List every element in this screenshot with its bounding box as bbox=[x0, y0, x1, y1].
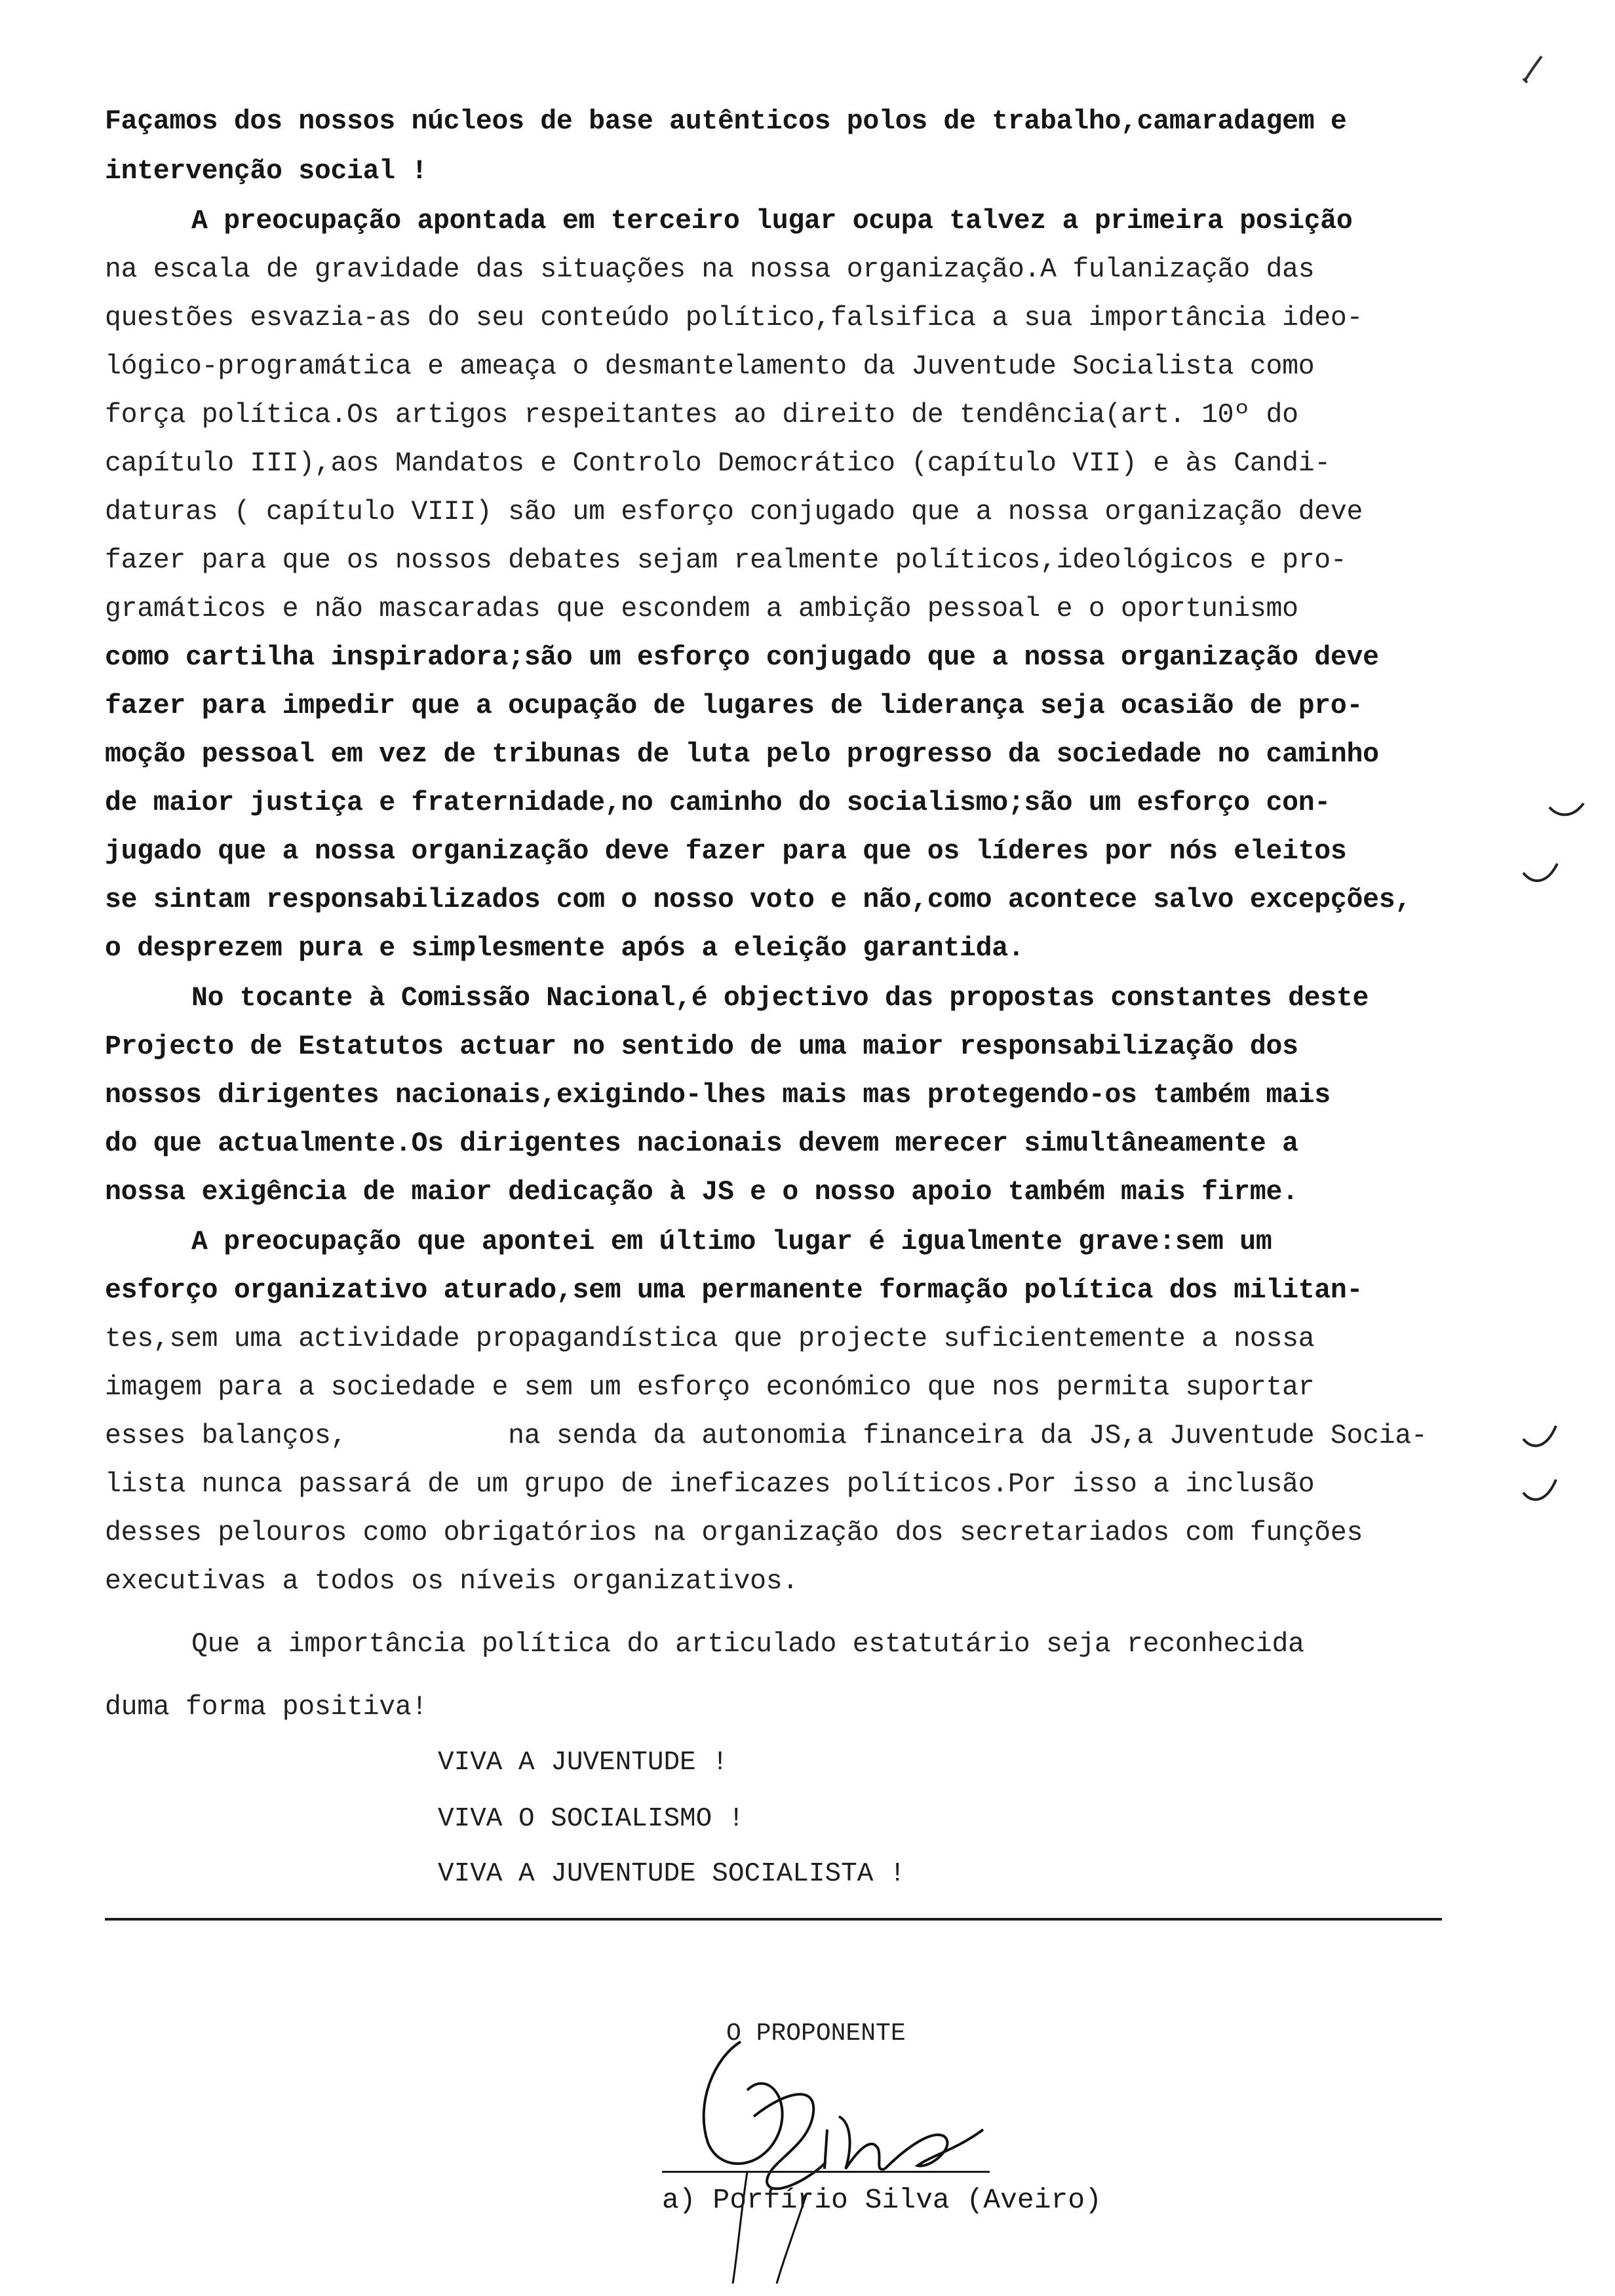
body-line-9: daturas ( capítulo VIII) são um esforço conjugado que a nossa organização deve bbox=[105, 497, 1363, 527]
body-line-6: lógico-programática e ameaça o desmantelamento da Juventude Socialista como bbox=[105, 351, 1315, 382]
body-line-2: intervenção social ! bbox=[105, 156, 428, 187]
handwritten-signature bbox=[655, 2018, 1022, 2287]
body-line-17: se sintam responsabilizados com o nosso voto e não,como acontece salvo excepções, bbox=[105, 885, 1411, 915]
slogan-viva-socialismo: VIVA O SOCIALISMO ! bbox=[438, 1804, 745, 1834]
margin-arc-mark bbox=[1547, 798, 1586, 824]
body-line-22: do que actualmente.Os dirigentes nacionais devem merecer simultâneamente a bbox=[105, 1128, 1298, 1159]
body-line-29: lista nunca passará de um grupo de ineficazes políticos.Por isso a inclusão bbox=[105, 1469, 1315, 1500]
body-line-8: capítulo III),aos Mandatos e Controlo Democrático (capítulo VII) e às Candi- bbox=[105, 448, 1331, 479]
body-line-16: jugado que a nossa organização deve fazer para que os líderes por nós eleitos bbox=[105, 836, 1347, 867]
body-line-1: Façamos dos nossos núcleos de base autênticos polos de trabalho,camaradagem e bbox=[105, 106, 1347, 137]
body-line-7: força política.Os artigos respeitantes ao direito de tendência(art. 10º do bbox=[105, 400, 1298, 430]
body-line-12: como cartilha inspiradora;são um esforço conjugado que a nossa organização deve bbox=[105, 642, 1379, 673]
body-line-11: gramáticos e não mascaradas que escondem a ambição pessoal e o oportunismo bbox=[105, 594, 1298, 624]
body-line-18: o desprezem pura e simplesmente após a eleição garantida. bbox=[105, 933, 1024, 964]
body-line-26: tes,sem uma actividade propagandística que projecte suficientemente a nossa bbox=[105, 1324, 1315, 1354]
body-line-32: Que a importância política do articulado estatutário seja reconhecida bbox=[191, 1629, 1304, 1660]
body-line-19: No tocante à Comissão Nacional,é objectivo das propostas constantes deste bbox=[191, 983, 1369, 1014]
body-line-13: fazer para impedir que a ocupação de lugares de liderança seja ocasião de pro- bbox=[105, 691, 1363, 721]
body-line-27: imagem para a sociedade e sem um esforço económico que nos permita suportar bbox=[105, 1372, 1315, 1403]
body-line-10: fazer para que os nossos debates sejam realmente políticos,ideológicos e pro- bbox=[105, 545, 1347, 576]
body-line-15: de maior justiça e fraternidade,no caminho do socialismo;são um esforço con- bbox=[105, 788, 1331, 818]
body-line-24: A preocupação que apontei em último lugar é igualmente grave:sem um bbox=[191, 1227, 1272, 1257]
body-line-28: esses balanços, na senda da autonomia financeira da JS,a Juventude Socia- bbox=[105, 1421, 1428, 1451]
body-line-4: na escala de gravidade das situações na nossa organização.A fulanização das bbox=[105, 254, 1315, 285]
margin-arc-mark bbox=[1521, 858, 1560, 891]
body-line-31: executivas a todos os níveis organizativos. bbox=[105, 1566, 798, 1597]
body-line-30: desses pelouros como obrigatórios na organização dos secretariados com funções bbox=[105, 1518, 1363, 1548]
slogan-viva-juventude-socialista: VIVA A JUVENTUDE SOCIALISTA ! bbox=[438, 1859, 906, 1889]
body-line-3: A preocupação apontada em terceiro lugar ocupa talvez a primeira posição bbox=[191, 206, 1353, 237]
separator-rule bbox=[105, 1918, 1442, 1921]
margin-arc-mark bbox=[1521, 1422, 1560, 1455]
body-line-33: duma forma positiva! bbox=[105, 1692, 428, 1723]
body-line-5: questões esvazia-as do seu conteúdo político,falsifica a sua importância ideo- bbox=[105, 303, 1363, 334]
body-line-23: nossa exigência de maior dedicação à JS e o nosso apoio também mais firme. bbox=[105, 1177, 1298, 1208]
body-line-25: esforço organizativo aturado,sem uma permanente formação política dos militan- bbox=[105, 1275, 1363, 1306]
margin-arc-mark bbox=[1521, 1476, 1560, 1508]
body-line-21: nossos dirigentes nacionais,exigindo-lhes mais mas protegendo-os também mais bbox=[105, 1080, 1331, 1111]
margin-tick-mark bbox=[1519, 52, 1546, 85]
signer-name: a) Porfírio Silva (Aveiro) bbox=[662, 2184, 1102, 2216]
body-line-14: moção pessoal em vez de tribunas de luta pelo progresso da sociedade no caminho bbox=[105, 739, 1379, 770]
proponent-label: O PROPONENTE bbox=[726, 2019, 906, 2048]
body-line-20: Projecto de Estatutos actuar no sentido de uma maior responsabilização dos bbox=[105, 1031, 1298, 1062]
signature-line bbox=[662, 2171, 990, 2173]
slogan-viva-juventude: VIVA A JUVENTUDE ! bbox=[438, 1748, 728, 1778]
